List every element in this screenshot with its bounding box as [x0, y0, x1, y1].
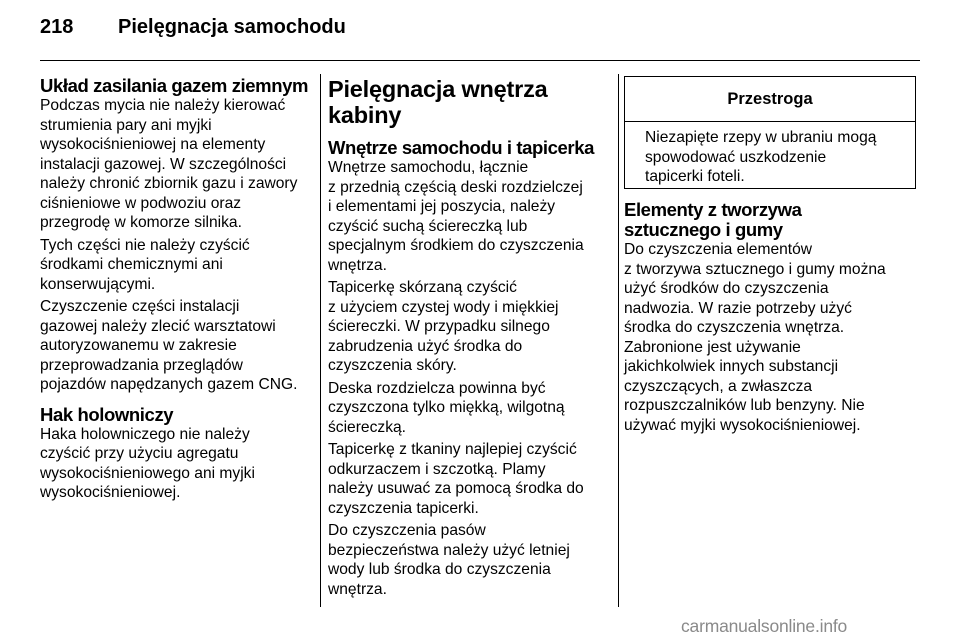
section-heading-cng: Układ zasilania gazem ziemnym	[40, 75, 309, 96]
caution-title: Przestroga	[625, 77, 915, 122]
paragraph: Podczas mycia nie należy kierować strumienia pary ani myjki wysokociśnieniowej na elementy instalacji gazowej. W szczególności należy chronić zbiornik gazu i zawory ciśnieniowe w podwoziu oraz przegrodę w komorze silnika.	[40, 97, 298, 231]
paragraph: Deska rozdzielcza powinna być czyszczona tylko miękką, wilgotną ściereczką.	[328, 379, 565, 436]
section-heading-plastic-rubber: Elementy z tworzywa sztucznego i gumy	[624, 199, 802, 240]
caution-text: Niezapięte rzepy w ubraniu mogą spowodować uszkodzenie tapicerki foteli.	[645, 129, 877, 185]
paragraph: Wnętrze samochodu, łącznie z przednią częścią deski rozdzielczej i elementami jej poszycia, należy czyścić suchą ściereczką lub specjalnym środkiem do czyszczenia wnętrza.	[328, 159, 584, 274]
paragraph: Haka holowniczego nie należy czyścić przy użyciu agregatu wysokociśnieniowego ani myjki wysokociśnieniowej.	[40, 425, 255, 501]
page-number: 218	[40, 16, 74, 38]
paragraph: Tapicerkę z tkaniny najlepiej czyścić odkurzaczem i szczotką. Plamy należy usuwać za pomocą środka do czyszczenia tapicerki.	[328, 441, 584, 517]
caution-box	[624, 76, 916, 189]
paragraph: Do czyszczenia pasów bezpieczeństwa należy użyć letniej wody lub środka do czyszczenia wnętrza.	[328, 522, 570, 598]
column-right	[624, 200, 924, 435]
column-divider-right	[618, 74, 619, 607]
paragraph: Do czyszczenia elementów z tworzywa sztucznego i gumy można użyć środków do czyszczenia nadwozia. W razie potrzeby użyć środka do czyszczenia wnętrza. Zabronione jest używanie jakichkolwiek innych substancji czyszczących, a zwłaszcza rozpuszczalników lub benzyny. Nie używać myjki wysokociśnieniowej.	[624, 241, 886, 434]
header-rule	[40, 60, 920, 61]
column-left	[40, 76, 312, 503]
column-middle	[328, 76, 608, 599]
paragraph: Czyszczenie części instalacji gazowej należy zlecić warsztatowi autoryzowanemu w zakresie przeprowadzania przeglądów pojazdów napędzanych gazem CNG.	[40, 298, 298, 393]
section-heading-tow-hitch: Hak holowniczy	[40, 403, 174, 425]
paragraph: Tapicerkę skórzaną czyścić z użyciem czystej wody i miękkiej ściereczki. W przypadku silnego zabrudzenia użyć środka do czyszczenia skóry.	[328, 279, 559, 374]
subheading-interior-upholstery: Wnętrze samochodu i tapicerka	[328, 137, 594, 158]
chapter-title: Pielęgnacja samochodu	[118, 16, 346, 38]
column-divider-left	[320, 74, 321, 607]
watermark: carmanualsonline.info	[681, 616, 848, 636]
paragraph: Tych części nie należy czyścić środkami chemicznymi ani konserwującymi.	[40, 236, 250, 293]
page-header	[40, 16, 346, 46]
section-heading-interior-care: Pielęgnacja wnętrza kabiny	[328, 76, 548, 128]
